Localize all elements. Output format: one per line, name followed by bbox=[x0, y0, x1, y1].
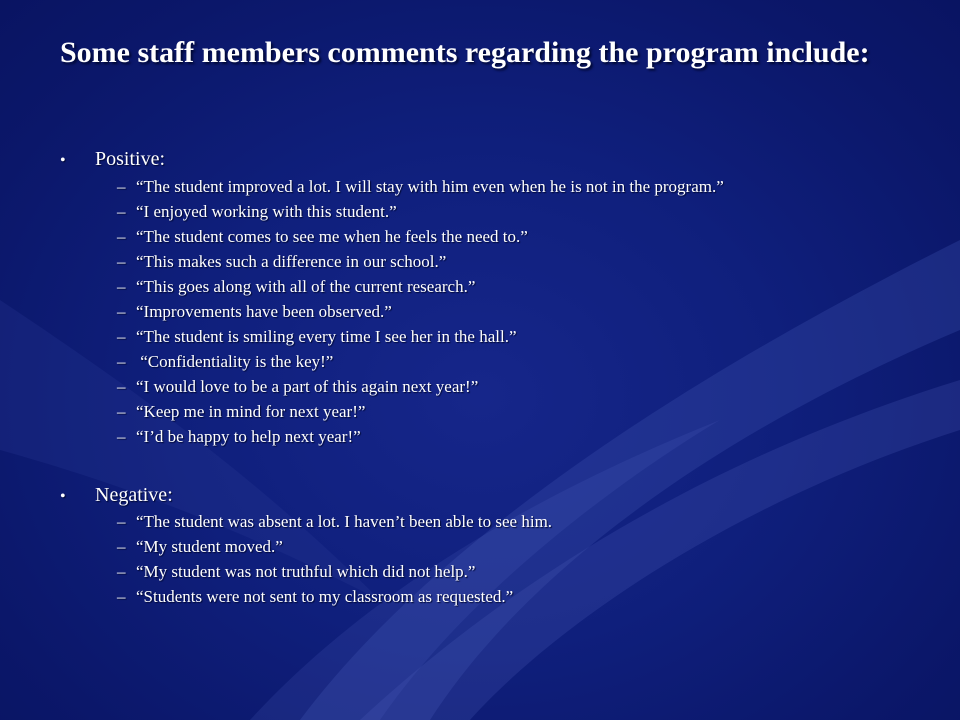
comment-text: “Keep me in mind for next year!” bbox=[136, 402, 366, 421]
list-item bbox=[117, 226, 528, 248]
bullet-icon: • bbox=[60, 152, 66, 169]
list-item bbox=[117, 176, 724, 198]
dash-icon: – bbox=[117, 177, 126, 196]
section-heading-label: Positive: bbox=[95, 148, 166, 170]
list-item bbox=[117, 376, 478, 398]
dash-icon: – bbox=[117, 427, 126, 446]
dash-icon: – bbox=[117, 377, 126, 396]
dash-icon: – bbox=[117, 277, 126, 296]
list-item bbox=[117, 201, 397, 223]
list-item bbox=[117, 326, 517, 348]
comment-text: “My student moved.” bbox=[136, 537, 283, 556]
dash-icon: – bbox=[117, 302, 126, 321]
comment-text: “The student was absent a lot. I haven’t been able to see him. bbox=[136, 512, 553, 531]
dash-icon: – bbox=[117, 562, 126, 581]
dash-icon: – bbox=[117, 512, 126, 531]
section-heading-negative bbox=[60, 483, 173, 509]
list-item bbox=[117, 586, 513, 608]
dash-icon: – bbox=[117, 227, 126, 246]
section-heading-positive bbox=[60, 147, 165, 173]
comment-text: “I would love to be a part of this again next year!” bbox=[136, 377, 479, 396]
list-item bbox=[117, 351, 333, 373]
comment-text: “Students were not sent to my classroom as requested.” bbox=[136, 587, 514, 606]
dash-icon: – bbox=[117, 252, 126, 271]
dash-icon: – bbox=[117, 202, 126, 221]
section-heading-label: Negative: bbox=[95, 484, 173, 506]
list-item bbox=[117, 401, 365, 423]
dash-icon: – bbox=[117, 587, 126, 606]
comment-text: “I enjoyed working with this student.” bbox=[136, 202, 397, 221]
comment-text: “Improvements have been observed.” bbox=[136, 302, 392, 321]
comment-text: “This goes along with all of the current research.” bbox=[136, 277, 476, 296]
list-item bbox=[117, 511, 552, 533]
list-item bbox=[117, 301, 392, 323]
comment-text: “The student is smiling every time I see her in the hall.” bbox=[136, 327, 517, 346]
dash-icon: – bbox=[117, 327, 126, 346]
comment-text: “Confidentiality is the key!” bbox=[136, 352, 334, 371]
dash-icon: – bbox=[117, 537, 126, 556]
list-item bbox=[117, 561, 475, 583]
comment-text: “The student comes to see me when he feels the need to.” bbox=[136, 227, 528, 246]
list-item bbox=[117, 251, 446, 273]
dash-icon: – bbox=[117, 352, 126, 371]
bullet-icon: • bbox=[60, 488, 66, 505]
list-item bbox=[117, 276, 475, 298]
comment-text: “I’d be happy to help next year!” bbox=[136, 427, 361, 446]
list-item bbox=[117, 426, 361, 448]
dash-icon: – bbox=[117, 402, 126, 421]
comment-text: “The student improved a lot. I will stay with him even when he is not in the program.” bbox=[136, 177, 724, 196]
slide-title: Some staff members comments regarding the program include: bbox=[60, 36, 870, 69]
comment-text: “My student was not truthful which did not help.” bbox=[136, 562, 476, 581]
comment-text: “This makes such a difference in our school.” bbox=[136, 252, 447, 271]
list-item bbox=[117, 536, 283, 558]
